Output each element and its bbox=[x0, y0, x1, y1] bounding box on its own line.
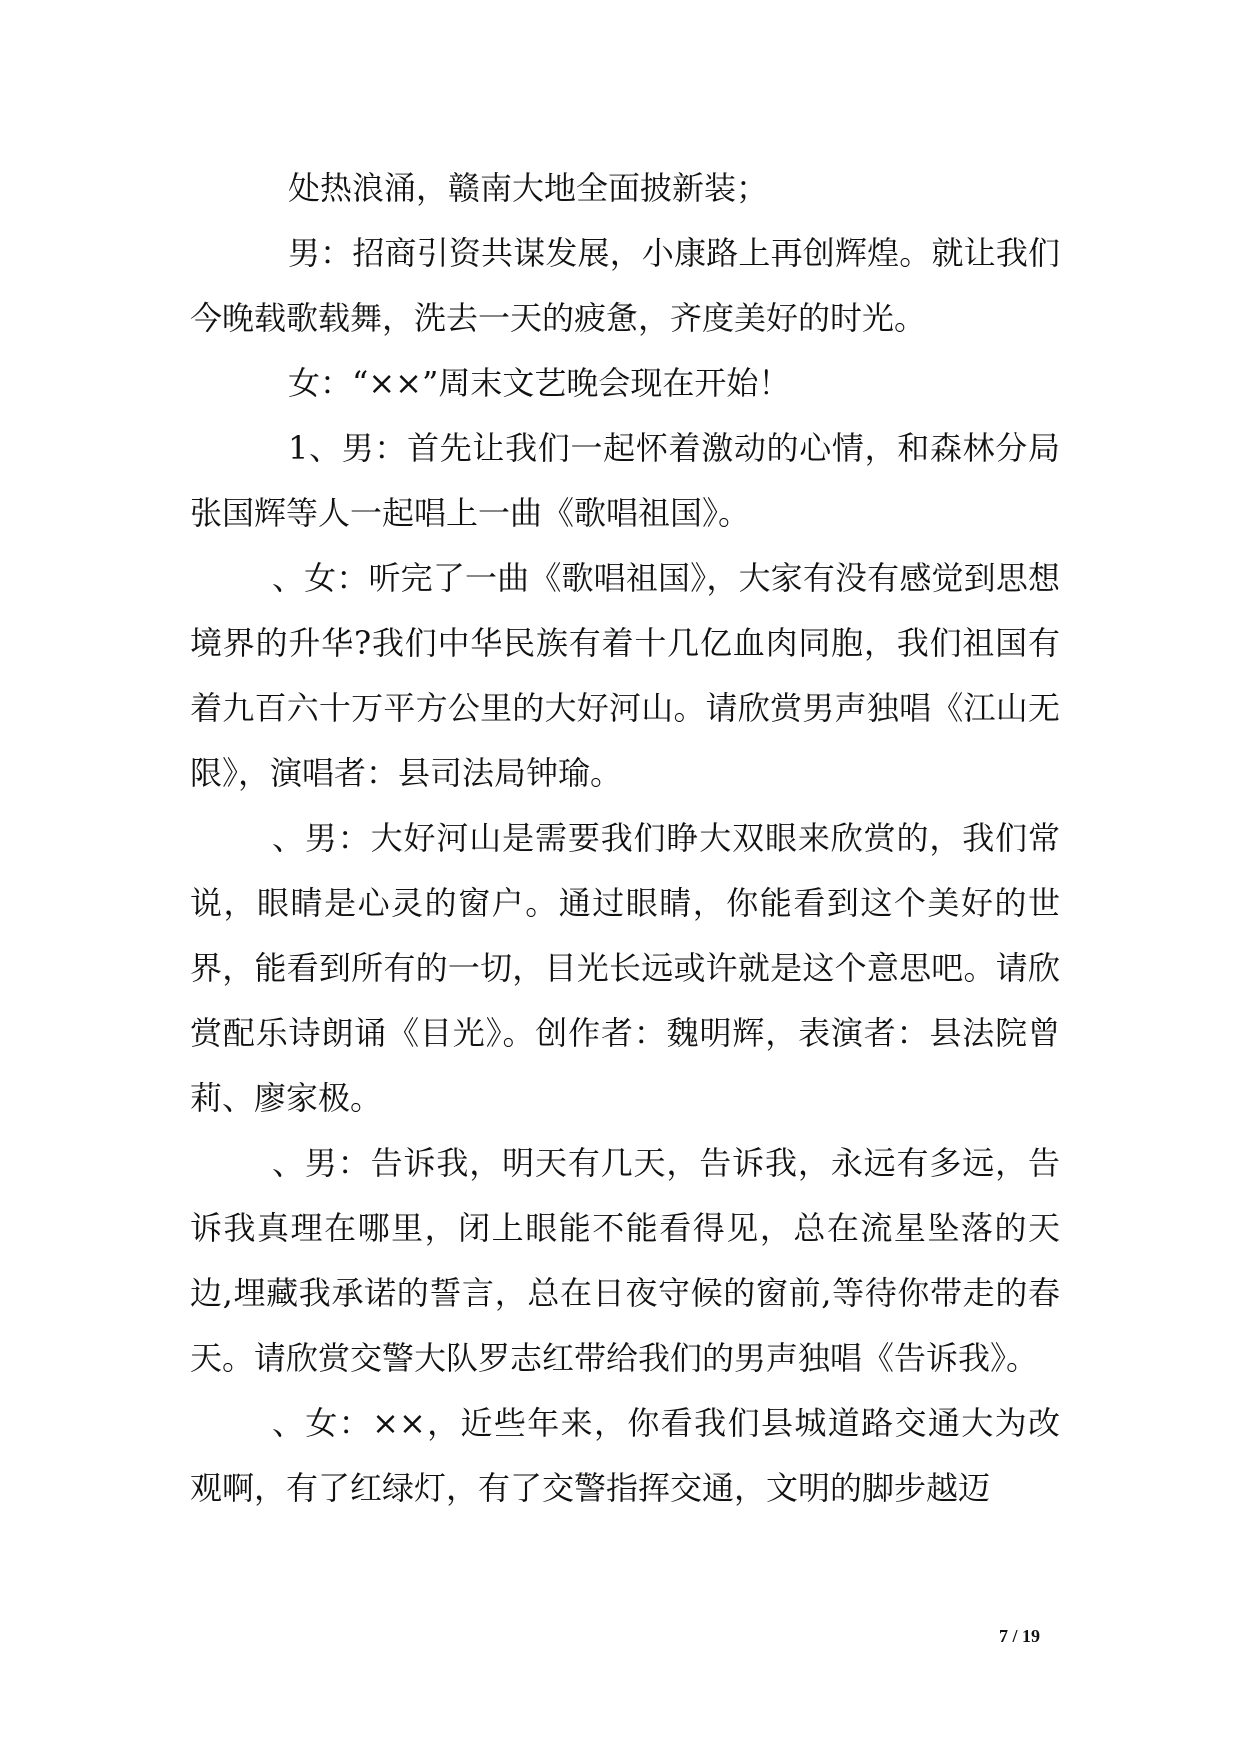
document-body bbox=[190, 156, 1060, 1521]
paragraph-7: 、男：告诉我，明天有几天，告诉我，永远有多远，告诉我真理在哪里，闭上眼能不能看得见，总在流星坠落的天边,埋藏我承诺的誓言，总在日夜守候的窗前,等待你带走的春天。请欣赏交警大队罗志红带给我们的男声独唱《告诉我》。 bbox=[190, 1144, 1060, 1377]
paragraph-5: 、女：听完了一曲《歌唱祖国》，大家有没有感觉到思想境界的升华?我们中华民族有着十几亿血肉同胞，我们祖国有着九百六十万平方公里的大好河山。请欣赏男声独唱《江山无限》，演唱者：县司法局钟瑜。 bbox=[190, 559, 1060, 792]
paragraph-1: 处热浪涌，赣南大地全面披新装； bbox=[288, 169, 769, 207]
paragraph-6: 、男：大好河山是需要我们睁大双眼来欣赏的，我们常说，眼睛是心灵的窗户。通过眼睛，你能看到这个美好的世界，能看到所有的一切，目光长远或许就是这个意思吧。请欣赏配乐诗朗诵《目光》。创作者：魏明辉，表演者：县法院曾莉、廖家极。 bbox=[190, 819, 1060, 1117]
paragraph-8: 、女：××，近些年来，你看我们县城道路交通大为改观啊，有了红绿灯，有了交警指挥交通，文明的脚步越迈 bbox=[190, 1404, 1060, 1507]
paragraph-4: 1、男：首先让我们一起怀着激动的心情，和森林分局张国辉等人一起唱上一曲《歌唱祖国》。 bbox=[190, 429, 1060, 532]
paragraph-3: 女：“××”周末文艺晚会现在开始！ bbox=[288, 364, 791, 402]
page-number: 7 / 19 bbox=[998, 1626, 1040, 1646]
paragraph-2: 男：招商引资共谋发展，小康路上再创辉煌。就让我们今晚载歌载舞，洗去一天的疲惫，齐度美好的时光。 bbox=[190, 234, 1060, 337]
